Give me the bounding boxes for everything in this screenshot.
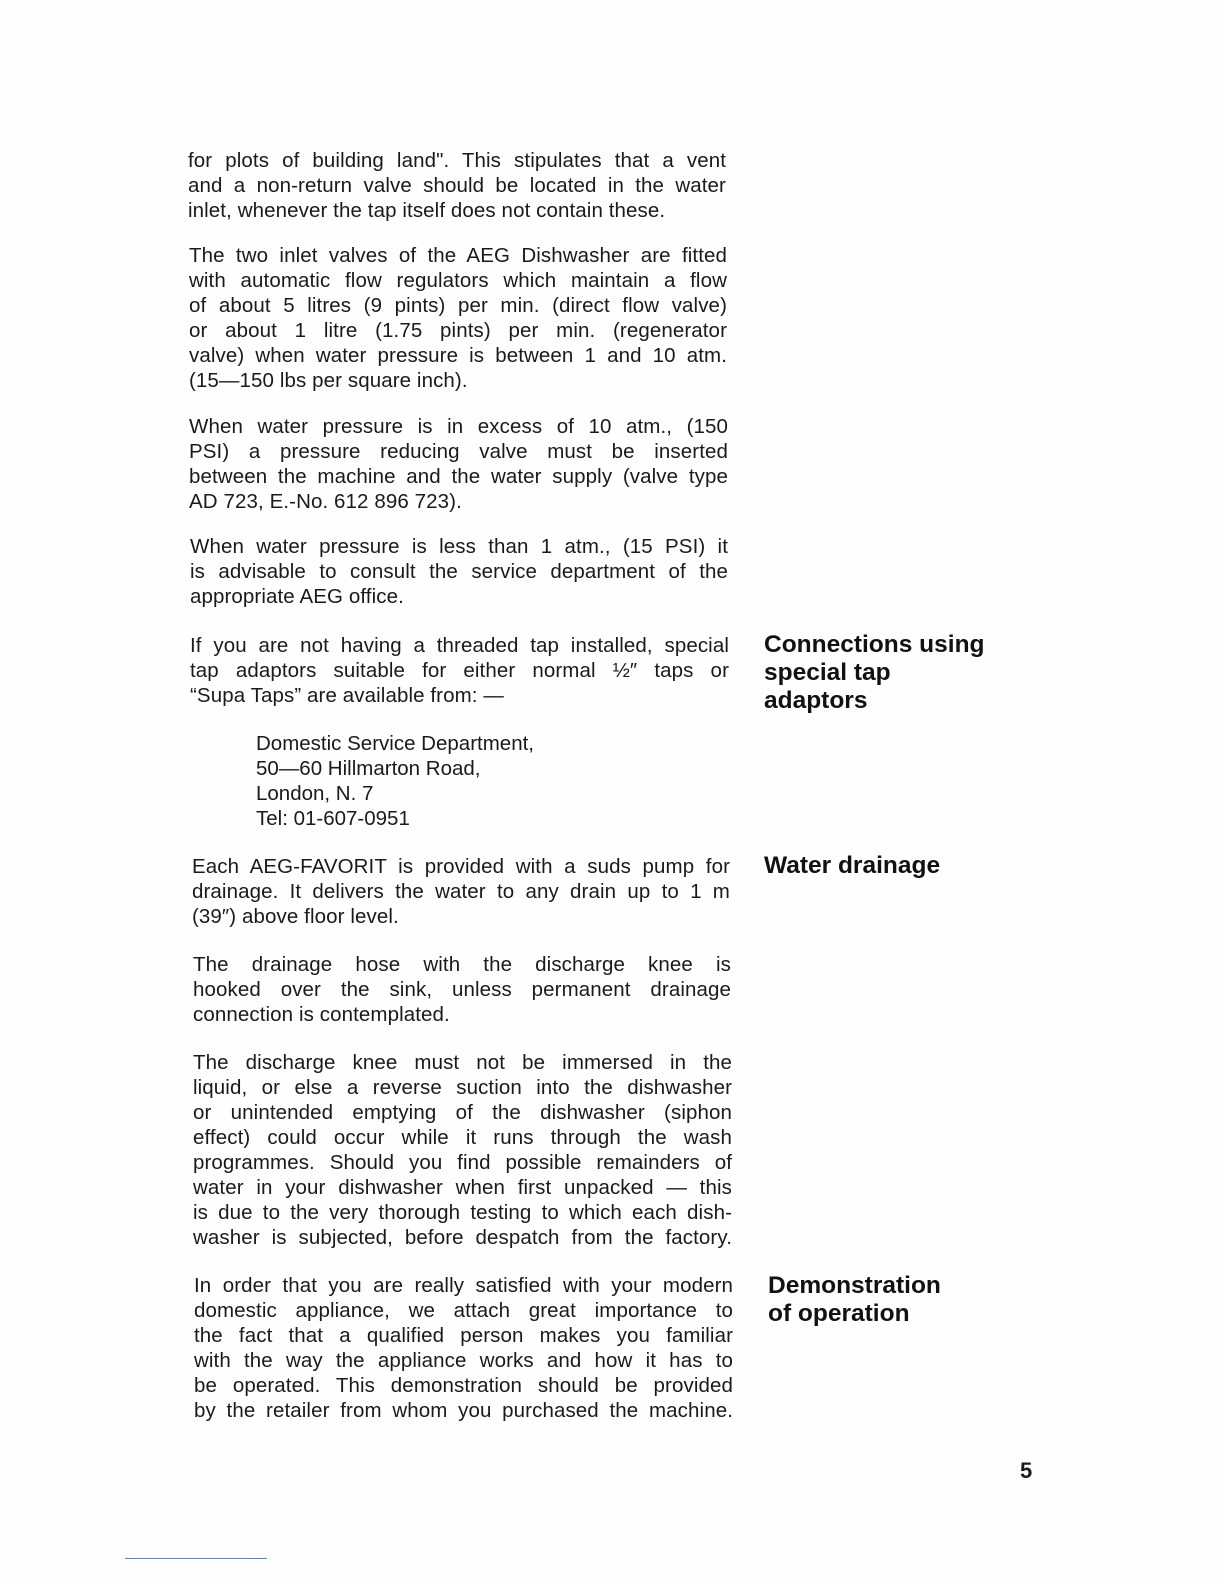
text-line: AD 723, E.-No. 612 896 723). bbox=[189, 490, 462, 513]
paragraph-tap-adaptors bbox=[190, 633, 729, 708]
heading-connections bbox=[764, 631, 1024, 715]
text-line: water in your dishwasher when first unpacked — this bbox=[193, 1176, 732, 1199]
text-line: Each AEG-FAVORIT is provided with a suds pump for bbox=[192, 855, 730, 878]
text-line: hooked over the sink, unless permanent drainage bbox=[193, 978, 731, 1001]
heading-line: Demonstration bbox=[768, 1272, 941, 1299]
text-line: (15—150 lbs per square inch). bbox=[189, 369, 468, 392]
text-line: tap adaptors suitable for either normal ½″ taps or bbox=[190, 659, 729, 682]
text-line: with the way the appliance works and how it has to bbox=[194, 1349, 733, 1372]
text-line: “Supa Taps” are available from: — bbox=[190, 684, 504, 707]
text-line: When water pressure is less than 1 atm., (15 PSI) it bbox=[190, 535, 728, 558]
text-line: programmes. Should you find possible remainders of bbox=[193, 1151, 732, 1174]
heading-demonstration bbox=[768, 1272, 1028, 1328]
text-line: domestic appliance, we attach great importance to bbox=[194, 1299, 733, 1322]
paragraph-discharge-knee bbox=[193, 1050, 732, 1250]
text-line: (39″) above floor level. bbox=[192, 905, 399, 928]
text-line: is advisable to consult the service department of the bbox=[190, 560, 728, 583]
text-line: or unintended emptying of the dishwasher (siphon bbox=[193, 1101, 732, 1124]
paragraph-inlet-valves bbox=[189, 243, 727, 393]
footer-rule bbox=[125, 1558, 267, 1559]
address-line: 50—60 Hillmarton Road, bbox=[256, 757, 481, 780]
paragraph-drainage-hose bbox=[193, 952, 731, 1027]
text-line: The discharge knee must not be immersed in the bbox=[193, 1051, 732, 1074]
paragraph-pressure-excess bbox=[189, 414, 728, 514]
text-line: The two inlet valves of the AEG Dishwasher are fitted bbox=[189, 244, 727, 267]
heading-line: adaptors bbox=[764, 687, 868, 714]
text-line: effect) could occur while it runs through the wash bbox=[193, 1126, 732, 1149]
text-line: The drainage hose with the discharge knee is bbox=[193, 953, 731, 976]
text-line: is due to the very thorough testing to which each dish- bbox=[193, 1201, 732, 1224]
address-line: Tel: 01-607-0951 bbox=[256, 807, 410, 830]
text-line: drainage. It delivers the water to any drain up to 1 m bbox=[192, 880, 730, 903]
text-line: PSI) a pressure reducing valve must be inserted bbox=[189, 440, 728, 463]
text-line: When water pressure is in excess of 10 atm., (150 bbox=[189, 415, 728, 438]
text-line: appropriate AEG office. bbox=[190, 585, 404, 608]
heading-line: special tap bbox=[764, 659, 891, 686]
paragraph-demonstration bbox=[194, 1273, 733, 1423]
text-line: by the retailer from whom you purchased the machine. bbox=[194, 1399, 733, 1422]
text-line: for plots of building land". This stipulates that a vent bbox=[188, 149, 726, 172]
text-line: or about 1 litre (1.75 pints) per min. (regenerator bbox=[189, 319, 727, 342]
text-line: In order that you are really satisfied with your modern bbox=[194, 1274, 733, 1297]
paragraph-suds-pump bbox=[192, 854, 730, 929]
text-line: be operated. This demonstration should be provided bbox=[194, 1374, 733, 1397]
text-line: valve) when water pressure is between 1 and 10 atm. bbox=[189, 344, 727, 367]
text-line: with automatic flow regulators which maintain a flow bbox=[189, 269, 727, 292]
text-line: inlet, whenever the tap itself does not contain these. bbox=[188, 199, 666, 222]
address-line: Domestic Service Department, bbox=[256, 732, 534, 755]
address-line: London, N. 7 bbox=[256, 782, 374, 805]
text-line: the fact that a qualified person makes you familiar bbox=[194, 1324, 733, 1347]
text-line: between the machine and the water supply (valve type bbox=[189, 465, 728, 488]
text-line: If you are not having a threaded tap installed, special bbox=[190, 634, 729, 657]
heading-line: of operation bbox=[768, 1300, 910, 1327]
address-block bbox=[256, 731, 656, 831]
text-line: washer is subjected, before despatch from the factory. bbox=[193, 1226, 732, 1249]
text-line: of about 5 litres (9 pints) per min. (direct flow valve) bbox=[189, 294, 727, 317]
paragraph-plots bbox=[188, 148, 726, 223]
text-line: and a non-return valve should be located in the water bbox=[188, 174, 726, 197]
heading-water-drainage bbox=[764, 852, 1024, 880]
page-number: 5 bbox=[1020, 1458, 1033, 1483]
text-line: connection is contemplated. bbox=[193, 1003, 450, 1026]
text-line: liquid, or else a reverse suction into the dishwasher bbox=[193, 1076, 732, 1099]
paragraph-pressure-low bbox=[190, 534, 728, 609]
heading-line: Water drainage bbox=[764, 852, 941, 879]
heading-line: Connections using bbox=[764, 631, 985, 658]
